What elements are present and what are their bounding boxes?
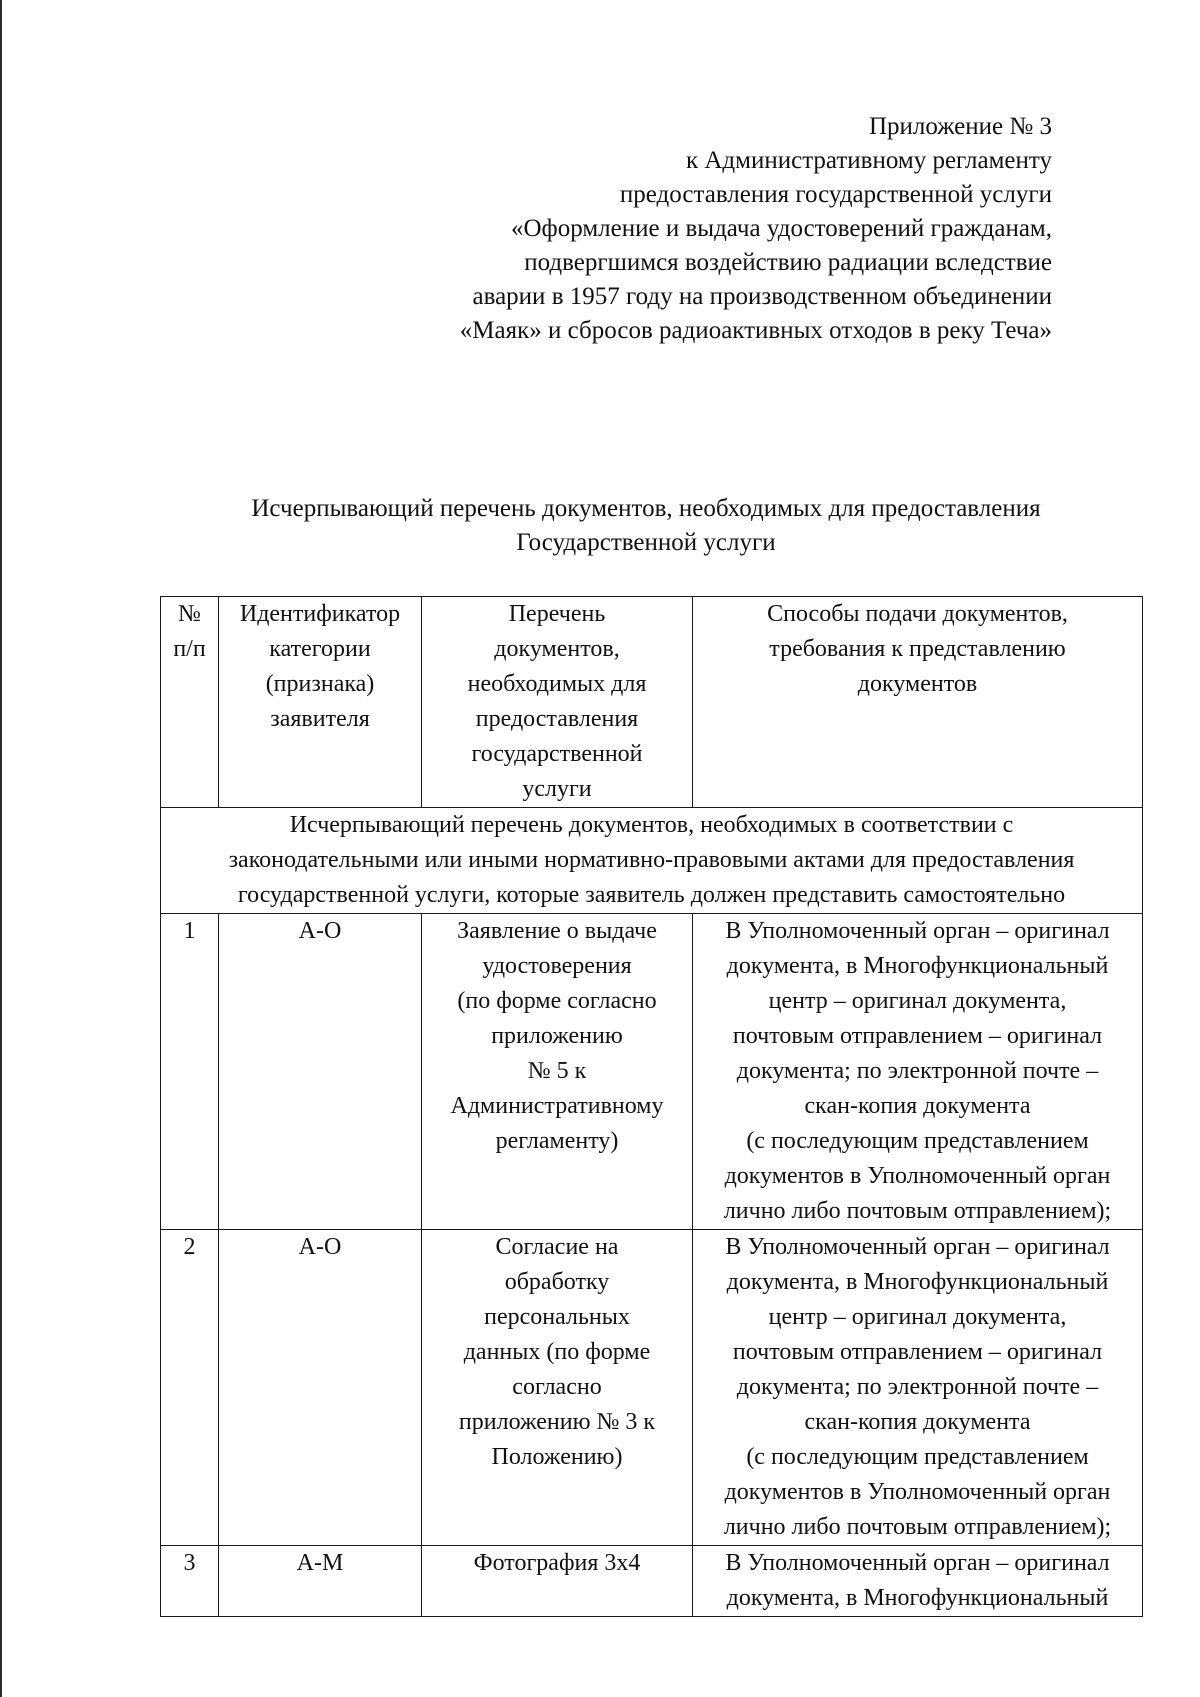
header-text: п/п xyxy=(173,636,206,662)
appendix-header-line: Приложение № 3 xyxy=(868,113,1052,140)
header-text: заявителя xyxy=(270,706,370,732)
row-category: А-О xyxy=(219,914,422,1230)
header-text: документов, xyxy=(494,636,620,662)
section-heading-cell xyxy=(161,808,1143,914)
section-heading-text: законодательными или иными нормативно-правовыми актами для предоставления xyxy=(228,847,1075,873)
row-methods xyxy=(693,914,1143,1230)
methods-text: центр – оригинал документа, xyxy=(768,988,1067,1014)
document-text: Положению) xyxy=(491,1444,623,1470)
methods-text: документа, в Многофункциональный xyxy=(726,953,1109,979)
methods-text: скан-копия документа xyxy=(804,1093,1031,1119)
document-text: приложению № 3 к xyxy=(458,1409,656,1435)
header-cell-methods xyxy=(693,597,1143,808)
row-document xyxy=(422,1230,693,1546)
table-row xyxy=(161,1230,1143,1546)
document-text: удостоверения xyxy=(482,953,632,979)
document-text: регламенту) xyxy=(495,1128,619,1154)
section-heading-text: Исчерпывающий перечень документов, необходимых в соответствии с xyxy=(289,812,1014,838)
methods-text: (с последующим представлением xyxy=(746,1128,1089,1154)
header-text: требования к представлению xyxy=(769,636,1066,662)
header-cell-category xyxy=(219,597,422,808)
methods-text: документа, в Многофункциональный xyxy=(726,1585,1109,1611)
methods-text: почтовым отправлением – оригинал xyxy=(732,1339,1103,1365)
methods-text: лично либо почтовым отправлением); xyxy=(723,1514,1112,1540)
header-cell-number xyxy=(161,597,219,808)
documents-table xyxy=(160,596,1143,1617)
methods-text: центр – оригинал документа, xyxy=(768,1304,1067,1330)
document-title-line: Исчерпывающий перечень документов, необходимых для предоставления xyxy=(251,495,1041,522)
document-text: приложению xyxy=(491,1023,623,1049)
table-row xyxy=(161,914,1143,1230)
appendix-header xyxy=(460,110,1052,348)
row-number: 3 xyxy=(161,1546,219,1617)
methods-text: документов в Уполномоченный орган xyxy=(724,1163,1111,1189)
header-text: необходимых для xyxy=(467,671,647,697)
methods-text: документа; по электронной почте – xyxy=(736,1374,1099,1400)
methods-text: документов в Уполномоченный орган xyxy=(724,1479,1111,1505)
row-number: 2 xyxy=(161,1230,219,1546)
appendix-header-line: «Маяк» и сбросов радиоактивных отходов в реку Теча» xyxy=(459,317,1052,344)
methods-text: скан-копия документа xyxy=(804,1409,1031,1435)
document-text: Фотография 3х4 xyxy=(473,1550,641,1576)
document-text: персональных xyxy=(484,1304,630,1330)
document-text: данных (по форме xyxy=(463,1339,651,1365)
document-text: Административному xyxy=(450,1093,664,1119)
header-text: № xyxy=(178,601,201,627)
document-text: № 5 к xyxy=(527,1058,587,1084)
document-text: согласно xyxy=(512,1374,602,1400)
row-document xyxy=(422,1546,693,1617)
methods-text: В Уполномоченный орган – оригинал xyxy=(725,918,1110,944)
row-document xyxy=(422,914,693,1230)
row-category: А-О xyxy=(219,1230,422,1546)
header-text: предоставления xyxy=(475,706,639,732)
table-row xyxy=(161,1546,1143,1617)
document-text: Заявление о выдаче xyxy=(457,918,657,944)
header-text: (признака) xyxy=(265,671,375,697)
header-text: государственной xyxy=(471,741,643,767)
section-heading-text: государственной услуги, которые заявитель должен представить самостоятельно xyxy=(237,882,1066,908)
appendix-header-line: предоставления государственной услуги xyxy=(619,181,1052,208)
header-text: Идентификатор xyxy=(239,601,401,627)
header-text: Способы подачи документов, xyxy=(767,601,1068,627)
table-header-row xyxy=(161,597,1143,808)
document-text: (по форме согласно xyxy=(457,988,657,1014)
header-text: Перечень xyxy=(508,601,606,627)
document-title-line: Государственной услуги xyxy=(516,529,776,556)
appendix-header-line: «Оформление и выдача удостоверений гражданам, xyxy=(510,215,1052,242)
row-methods xyxy=(693,1230,1143,1546)
document-title xyxy=(148,492,1144,560)
appendix-header-line: подвергшимся воздействию радиации вследствие xyxy=(524,249,1052,276)
methods-text: документа, в Многофункциональный xyxy=(726,1269,1109,1295)
methods-text: (с последующим представлением xyxy=(746,1444,1089,1470)
header-text: услуги xyxy=(522,776,592,802)
section-heading-row xyxy=(161,808,1143,914)
methods-text: лично либо почтовым отправлением); xyxy=(723,1198,1112,1224)
appendix-header-line: аварии в 1957 году на производственном объединении xyxy=(472,283,1052,310)
methods-text: документа; по электронной почте – xyxy=(736,1058,1099,1084)
row-category: А-М xyxy=(219,1546,422,1617)
methods-text: почтовым отправлением – оригинал xyxy=(732,1023,1103,1049)
header-cell-documents xyxy=(422,597,693,808)
document-text: Согласие на xyxy=(495,1234,619,1260)
document-text: обработку xyxy=(504,1269,610,1295)
row-methods xyxy=(693,1546,1143,1617)
header-text: категории xyxy=(269,636,371,662)
methods-text: В Уполномоченный орган – оригинал xyxy=(725,1550,1110,1576)
methods-text: В Уполномоченный орган – оригинал xyxy=(725,1234,1110,1260)
header-text: документов xyxy=(857,671,978,697)
appendix-header-line: к Административному регламенту xyxy=(685,147,1052,174)
row-number: 1 xyxy=(161,914,219,1230)
page-edge-line xyxy=(0,0,2,1697)
